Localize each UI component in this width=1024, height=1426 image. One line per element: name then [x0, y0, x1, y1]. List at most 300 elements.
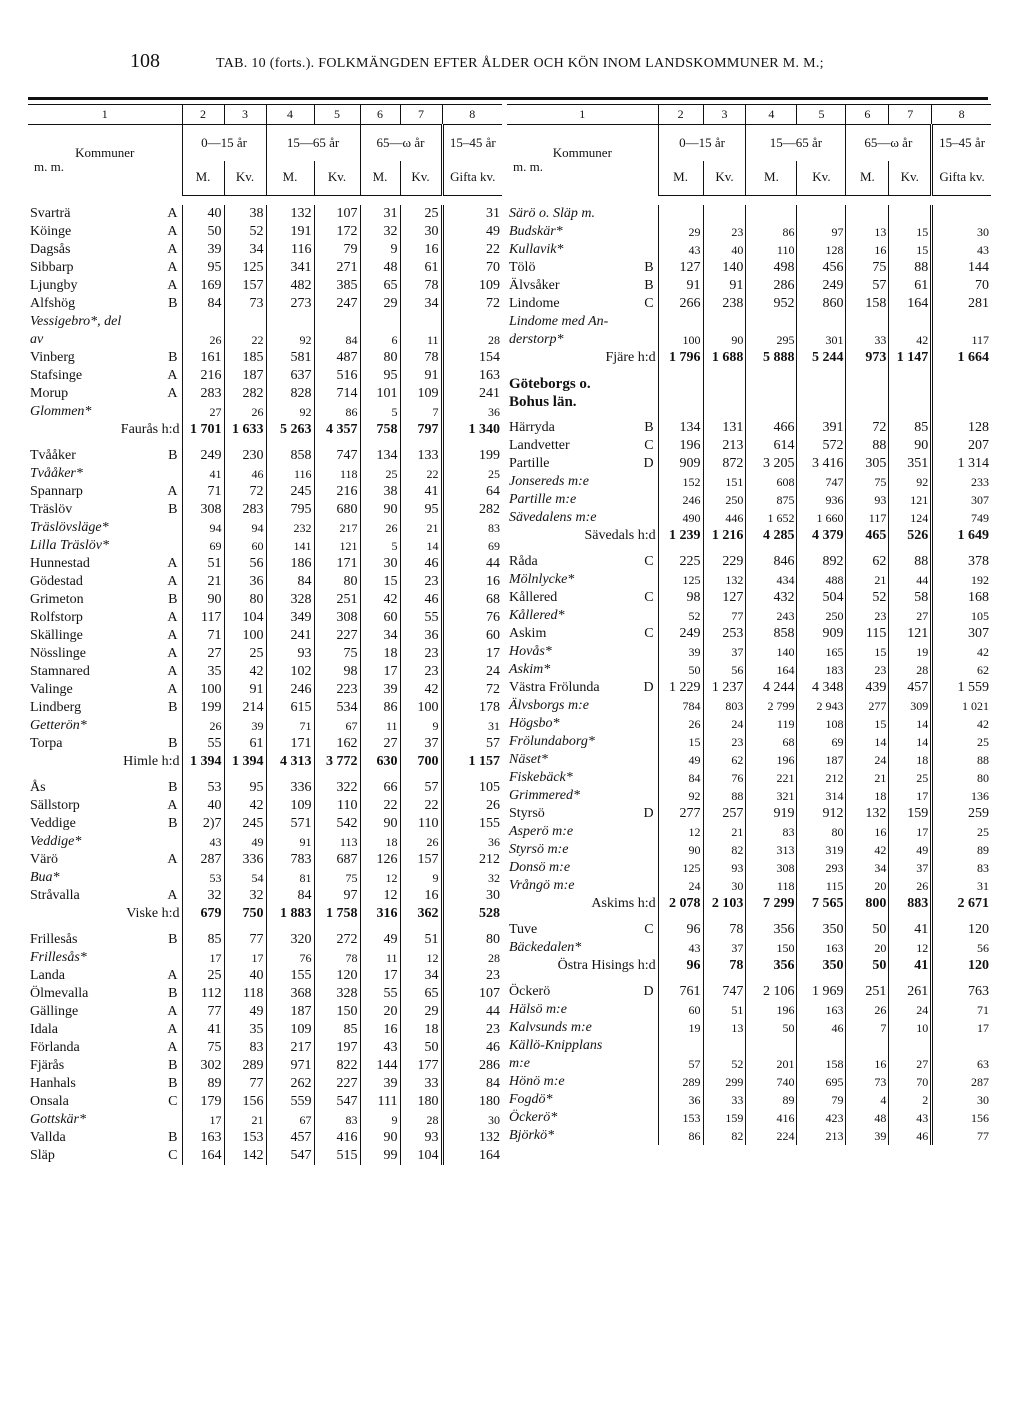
left-column-number-row — [28, 105, 502, 125]
value-cell: 85 — [314, 1021, 360, 1039]
value-cell: 4 379 — [797, 527, 846, 545]
municipality-type-letter: A — [167, 367, 178, 383]
spacer-cell — [797, 975, 846, 983]
kommuner-label: Kommuner — [75, 144, 135, 160]
municipality-type-letter: A — [167, 385, 178, 401]
municipality-type-letter: A — [167, 223, 178, 239]
table-row — [28, 797, 502, 815]
value-cell: 249 — [797, 277, 846, 295]
value-cell: 490 — [658, 509, 703, 527]
section-heading-row — [507, 393, 991, 411]
value-cell — [846, 393, 889, 411]
value-cell: 18 — [360, 645, 400, 663]
table-row — [28, 1147, 502, 1165]
value-cell: 6 — [360, 331, 400, 349]
value-cell: 43 — [360, 1039, 400, 1057]
value-cell: 50 — [846, 921, 889, 939]
value-cell: 168 — [932, 589, 991, 607]
value-cell: 172 — [314, 223, 360, 241]
table-row — [507, 787, 991, 805]
value-cell: 120 — [314, 967, 360, 985]
value-cell: 88 — [889, 259, 932, 277]
spacer-cell — [507, 367, 658, 375]
header-gap — [28, 195, 502, 205]
table-row — [507, 419, 991, 437]
value-cell: 85 — [182, 931, 224, 949]
value-cell: 23 — [442, 967, 502, 985]
value-cell: 121 — [889, 625, 932, 643]
spacer-row — [28, 439, 502, 447]
municipality-name: Älvsborgs m:e — [509, 697, 589, 713]
municipality-name-cell — [28, 833, 182, 851]
value-cell: 43 — [889, 1109, 932, 1127]
municipality-name: Kållered — [509, 589, 558, 605]
female-header: Kv. — [703, 161, 746, 196]
value-cell: 80 — [797, 823, 846, 841]
value-cell: 457 — [266, 1129, 314, 1147]
gap-cell — [507, 195, 991, 205]
value-cell: 21 — [846, 769, 889, 787]
table-row — [28, 949, 502, 967]
municipality-name-cell — [507, 983, 658, 1001]
table-row — [507, 491, 991, 509]
value-cell: 77 — [224, 1075, 266, 1093]
value-cell: 465 — [846, 527, 889, 545]
municipality-name-cell — [507, 331, 658, 349]
value-cell: 547 — [266, 1147, 314, 1165]
value-cell: 69 — [182, 537, 224, 555]
municipality-name: Lindome — [509, 295, 560, 311]
municipality-name: Sibbarp — [30, 259, 74, 275]
value-cell: 26 — [400, 833, 442, 851]
value-cell: 125 — [658, 571, 703, 589]
table-row — [28, 1075, 502, 1093]
value-cell: 60 — [360, 609, 400, 627]
municipality-name: Hunnestad — [30, 555, 90, 571]
municipality-name-cell — [28, 887, 182, 905]
value-cell: 36 — [442, 833, 502, 851]
table-row — [507, 679, 991, 697]
value-cell: 909 — [658, 455, 703, 473]
value-cell: 79 — [314, 241, 360, 259]
spacer-cell — [797, 367, 846, 375]
column-number: 5 — [797, 105, 846, 125]
value-cell: 75 — [182, 1039, 224, 1057]
value-cell: 115 — [797, 877, 846, 895]
table-row — [507, 805, 991, 823]
value-cell — [932, 205, 991, 223]
value-cell: 207 — [932, 437, 991, 455]
value-cell: 158 — [846, 295, 889, 313]
value-cell: 308 — [314, 609, 360, 627]
spacer-cell — [507, 913, 658, 921]
municipality-name: Värö — [30, 851, 58, 867]
value-cell: 26 — [182, 331, 224, 349]
value-cell: 80 — [442, 931, 502, 949]
value-cell: 15 — [846, 643, 889, 661]
municipality-name-cell — [28, 241, 182, 259]
municipality-name-cell — [507, 473, 658, 491]
municipality-name: Vessigebro*, del — [30, 313, 122, 329]
value-cell: 84 — [442, 1075, 502, 1093]
value-cell: 187 — [266, 1003, 314, 1021]
value-cell: 75 — [314, 869, 360, 887]
value-cell: 253 — [703, 625, 746, 643]
value-cell: 20 — [846, 939, 889, 957]
municipality-name-cell — [507, 223, 658, 241]
value-cell — [889, 375, 932, 393]
value-cell: 302 — [182, 1057, 224, 1075]
value-cell: 26 — [442, 797, 502, 815]
value-cell: 72 — [442, 295, 502, 313]
value-cell — [658, 393, 703, 411]
spacer-cell — [266, 439, 314, 447]
value-cell: 21 — [224, 1111, 266, 1129]
value-cell: 52 — [703, 1055, 746, 1073]
spacer-cell — [442, 923, 502, 931]
value-cell: 100 — [658, 331, 703, 349]
spacer-cell — [182, 923, 224, 931]
value-cell: 84 — [182, 295, 224, 313]
value-cell: 71 — [182, 483, 224, 501]
value-cell: 159 — [889, 805, 932, 823]
value-cell: 44 — [889, 571, 932, 589]
municipality-name-cell — [28, 967, 182, 985]
value-cell: 39 — [182, 241, 224, 259]
spacer-cell — [658, 913, 703, 921]
value-cell: 277 — [846, 697, 889, 715]
municipality-name-cell — [507, 419, 658, 437]
municipality-type-letter: A — [167, 967, 178, 983]
municipality-type-letter: A — [167, 573, 178, 589]
value-cell: 86 — [746, 223, 797, 241]
value-cell: 97 — [314, 887, 360, 905]
value-cell: 16 — [846, 1055, 889, 1073]
value-cell: 41 — [400, 483, 442, 501]
value-cell: 157 — [224, 277, 266, 295]
municipality-name-cell — [507, 1019, 658, 1037]
spacer-row — [507, 411, 991, 419]
value-cell: 30 — [442, 1111, 502, 1129]
value-cell: 39 — [658, 643, 703, 661]
value-cell: 37 — [703, 643, 746, 661]
value-cell — [889, 1037, 932, 1055]
value-cell: 282 — [442, 501, 502, 519]
value-cell: 120 — [932, 957, 991, 975]
value-cell — [746, 375, 797, 393]
value-cell: 221 — [746, 769, 797, 787]
municipality-name: Landvetter — [509, 437, 570, 453]
value-cell: 246 — [266, 681, 314, 699]
value-cell: 76 — [442, 609, 502, 627]
value-cell: 1 237 — [703, 679, 746, 697]
municipality-name: Släp — [30, 1147, 55, 1163]
municipality-name-cell — [28, 905, 182, 923]
municipality-name-cell — [507, 823, 658, 841]
value-cell: 321 — [746, 787, 797, 805]
municipality-name-cell — [507, 509, 658, 527]
value-cell: 89 — [932, 841, 991, 859]
value-cell: 36 — [442, 403, 502, 421]
municipality-name: Spannarp — [30, 483, 83, 499]
value-cell: 26 — [182, 717, 224, 735]
value-cell — [797, 393, 846, 411]
value-cell: 25 — [182, 967, 224, 985]
table-row — [28, 645, 502, 663]
municipality-name: Lindberg — [30, 699, 82, 715]
value-cell: 1 633 — [224, 421, 266, 439]
value-cell: 356 — [746, 921, 797, 939]
value-cell: 91 — [658, 277, 703, 295]
value-cell: 1 394 — [182, 753, 224, 771]
municipality-name: Askims h:d — [591, 895, 656, 911]
municipality-type-letter: B — [168, 985, 178, 1001]
municipality-name: Veddige — [30, 815, 76, 831]
value-cell: 52 — [658, 607, 703, 625]
value-cell: 232 — [266, 519, 314, 537]
value-cell: 28 — [889, 661, 932, 679]
value-cell: 41 — [182, 1021, 224, 1039]
value-cell: 21 — [182, 573, 224, 591]
value-cell: 637 — [266, 367, 314, 385]
column-number: 6 — [360, 105, 400, 125]
value-cell: 20 — [360, 1003, 400, 1021]
value-cell: 29 — [360, 295, 400, 313]
value-cell: 11 — [360, 717, 400, 735]
table-row — [507, 1037, 991, 1055]
table-row — [28, 1093, 502, 1111]
municipality-type-letter: C — [644, 295, 654, 311]
value-cell: 155 — [266, 967, 314, 985]
value-cell: 53 — [182, 779, 224, 797]
value-cell: 328 — [266, 591, 314, 609]
table-row — [507, 607, 991, 625]
value-cell: 32 — [182, 887, 224, 905]
value-cell: 127 — [658, 259, 703, 277]
municipality-name: Hanhals — [30, 1075, 76, 1091]
municipality-name: Faurås h:d — [120, 421, 180, 437]
value-cell: 82 — [703, 841, 746, 859]
value-cell: 1 229 — [658, 679, 703, 697]
municipality-type-letter: B — [168, 815, 178, 831]
value-cell: 46 — [442, 1039, 502, 1057]
value-cell — [360, 313, 400, 331]
value-cell: 153 — [224, 1129, 266, 1147]
municipality-name-cell — [507, 1073, 658, 1091]
municipality-name-cell — [28, 869, 182, 887]
value-cell: 89 — [182, 1075, 224, 1093]
value-cell: 25 — [932, 823, 991, 841]
value-cell: 31 — [442, 205, 502, 223]
value-cell: 55 — [360, 985, 400, 1003]
table-row — [507, 1127, 991, 1145]
value-cell: 213 — [797, 1127, 846, 1145]
value-cell: 12 — [360, 887, 400, 905]
value-cell: 49 — [658, 751, 703, 769]
value-cell: 391 — [797, 419, 846, 437]
value-cell — [658, 313, 703, 331]
value-cell: 102 — [266, 663, 314, 681]
column-number: 2 — [658, 105, 703, 125]
value-cell: 57 — [846, 277, 889, 295]
spacer-cell — [703, 975, 746, 983]
table-row — [28, 277, 502, 295]
value-cell — [797, 375, 846, 393]
value-cell: 212 — [442, 851, 502, 869]
table-row — [507, 553, 991, 571]
value-cell: 1 758 — [314, 905, 360, 923]
municipality-name-cell — [28, 403, 182, 421]
value-cell: 66 — [360, 779, 400, 797]
value-cell: 31 — [442, 717, 502, 735]
municipality-type-letter: A — [167, 887, 178, 903]
value-cell: 57 — [400, 779, 442, 797]
value-cell: 35 — [182, 663, 224, 681]
spacer-cell — [28, 923, 182, 931]
municipality-type-letter: B — [168, 501, 178, 517]
spacer-cell — [224, 923, 266, 931]
municipality-name: Näset* — [509, 751, 548, 767]
value-cell: 75 — [846, 259, 889, 277]
value-cell: 58 — [889, 589, 932, 607]
value-cell: 368 — [266, 985, 314, 1003]
kommuner-header — [507, 125, 658, 196]
value-cell: 104 — [224, 609, 266, 627]
municipality-name: Partille m:e — [509, 491, 577, 507]
municipality-name: Stamnared — [30, 663, 90, 679]
population-table-left — [28, 104, 502, 1165]
value-cell: 307 — [932, 625, 991, 643]
value-cell: 2 943 — [797, 697, 846, 715]
table-row — [507, 841, 991, 859]
age-15-65-header: 15—65 år — [746, 125, 846, 161]
value-cell: 1 664 — [932, 349, 991, 367]
value-cell: 95 — [182, 259, 224, 277]
value-cell: 1 216 — [703, 527, 746, 545]
municipality-name-cell — [28, 1093, 182, 1111]
municipality-name: Hönö m:e — [509, 1073, 565, 1089]
value-cell: 22 — [442, 241, 502, 259]
value-cell: 446 — [703, 509, 746, 527]
value-cell: 378 — [932, 553, 991, 571]
value-cell: 30 — [400, 223, 442, 241]
value-cell: 18 — [889, 751, 932, 769]
value-cell: 163 — [797, 1001, 846, 1019]
value-cell: 251 — [846, 983, 889, 1001]
value-cell: 547 — [314, 1093, 360, 1111]
value-cell: 350 — [797, 921, 846, 939]
municipality-name-cell — [28, 501, 182, 519]
value-cell: 110 — [314, 797, 360, 815]
value-cell — [442, 313, 502, 331]
value-cell: 136 — [932, 787, 991, 805]
municipality-name-cell — [507, 277, 658, 295]
value-cell: 14 — [889, 733, 932, 751]
value-cell: 43 — [182, 833, 224, 851]
value-cell: 42 — [224, 663, 266, 681]
value-cell: 227 — [314, 627, 360, 645]
value-cell: 241 — [442, 385, 502, 403]
value-cell: 27 — [360, 735, 400, 753]
value-cell: 50 — [658, 661, 703, 679]
value-cell: 11 — [360, 949, 400, 967]
value-cell: 973 — [846, 349, 889, 367]
value-cell: 229 — [703, 553, 746, 571]
value-cell: 2 671 — [932, 895, 991, 913]
table-row — [507, 733, 991, 751]
municipality-name: Onsala — [30, 1093, 69, 1109]
value-cell: 31 — [360, 205, 400, 223]
value-cell: 5 — [360, 403, 400, 421]
table-row — [507, 697, 991, 715]
table-row — [507, 1019, 991, 1037]
value-cell: 46 — [224, 465, 266, 483]
value-cell: 466 — [746, 419, 797, 437]
column-number: 4 — [266, 105, 314, 125]
value-cell: 261 — [889, 983, 932, 1001]
value-cell: 46 — [400, 555, 442, 573]
value-cell: 90 — [360, 1129, 400, 1147]
municipality-name-cell — [28, 259, 182, 277]
value-cell: 70 — [889, 1073, 932, 1091]
top-rule — [28, 97, 988, 100]
value-cell: 289 — [224, 1057, 266, 1075]
value-cell: 14 — [889, 715, 932, 733]
male-header: M. — [182, 161, 224, 196]
table-row — [28, 681, 502, 699]
value-cell: 180 — [400, 1093, 442, 1111]
municipality-name-cell — [28, 1129, 182, 1147]
value-cell: 30 — [360, 555, 400, 573]
value-cell: 795 — [266, 501, 314, 519]
value-cell: 33 — [400, 1075, 442, 1093]
municipality-name: Björkö* — [509, 1127, 555, 1143]
value-cell: 341 — [266, 259, 314, 277]
value-cell: 92 — [266, 331, 314, 349]
municipality-name-cell — [507, 859, 658, 877]
value-cell: 350 — [797, 957, 846, 975]
municipality-name: Ljungby — [30, 277, 78, 293]
value-cell: 132 — [266, 205, 314, 223]
municipality-name: Ölmevalla — [30, 985, 89, 1001]
municipality-name: Köinge — [30, 223, 72, 239]
municipality-name-cell — [507, 1091, 658, 1109]
value-cell: 17 — [182, 949, 224, 967]
value-cell: 78 — [703, 957, 746, 975]
table-row — [28, 815, 502, 833]
value-cell: 77 — [703, 607, 746, 625]
municipality-name: Styrsö — [509, 805, 545, 821]
municipality-type-letter: A — [167, 627, 178, 643]
municipality-name: Idala — [30, 1021, 58, 1037]
municipality-type-letter: B — [644, 419, 654, 435]
municipality-name: Öckerö — [509, 983, 551, 999]
value-cell: 23 — [846, 607, 889, 625]
value-cell: 108 — [797, 715, 846, 733]
value-cell: 76 — [266, 949, 314, 967]
value-cell: 107 — [442, 985, 502, 1003]
municipality-name-cell — [507, 1055, 658, 1073]
value-cell: 679 — [182, 905, 224, 923]
value-cell: 5 — [360, 537, 400, 555]
municipality-name: Västra Frölunda — [509, 679, 600, 695]
municipality-type-letter: A — [167, 645, 178, 661]
value-cell: 51 — [182, 555, 224, 573]
value-cell: 25 — [400, 205, 442, 223]
municipality-type-letter: D — [643, 805, 654, 821]
spacer-cell — [746, 975, 797, 983]
value-cell: 24 — [846, 751, 889, 769]
